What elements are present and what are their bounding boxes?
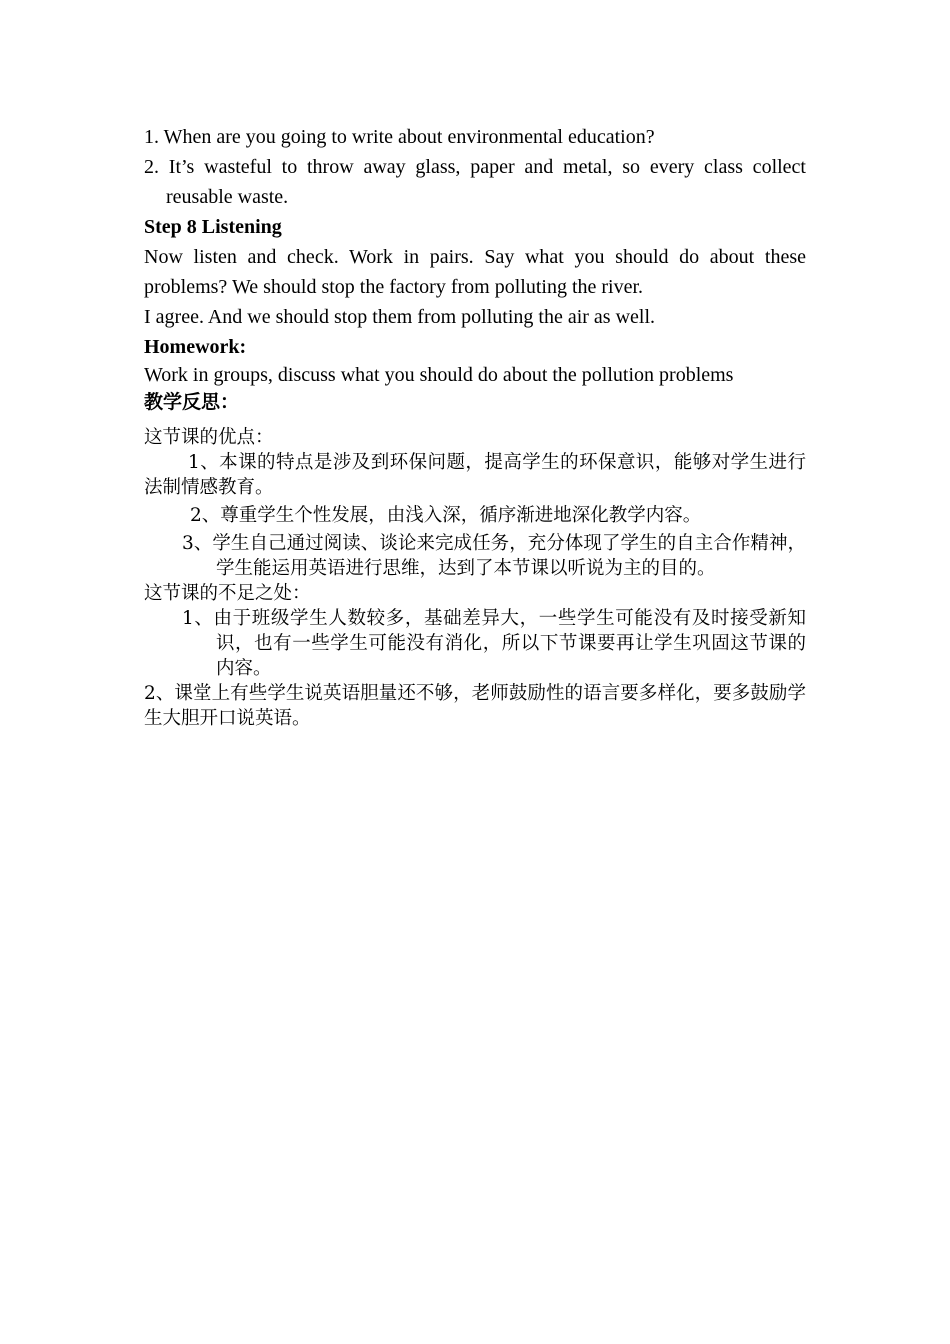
weakness-label: 这节课的不足之处：	[144, 583, 311, 604]
homework-heading: Homework:	[144, 336, 247, 358]
reflection-heading: 教学反思：	[144, 391, 240, 413]
step8-paragraph-2: I agree. And we should stop them from polluting the air as well.	[144, 306, 656, 328]
homework-text: Work in groups, discuss what you should do about the pollution problems	[144, 364, 734, 386]
question-2: 2. It’s wasteful to throw away glass, paper and metal, so every class collect reusable waste.	[144, 156, 806, 208]
strength-item-3: 3、学生自己通过阅读、谈论来完成任务，充分体现了学生的自主合作精神，学生能运用英语进行思维，达到了本节课以听说为主的目的。	[182, 533, 806, 579]
strength-item-2: 2、尊重学生个性发展，由浅入深，循序渐进地深化教学内容。	[190, 505, 702, 526]
question-1: 1. When are you going to write about environmental education?	[144, 126, 655, 148]
document-body	[144, 122, 806, 731]
strengths-label: 这节课的优点：	[144, 427, 274, 448]
step8-paragraph-1: Now listen and check. Work in pairs. Say what you should do about these problems? We should stop the factory from polluting the river.	[144, 246, 806, 298]
weakness-item-1: 1、由于班级学生人数较多，基础差异大，一些学生可能没有及时接受新知识，也有一些学生可能没有消化，所以下节课要再让学生巩固这节课的内容。	[182, 608, 806, 679]
weakness-item-2: 2、课堂上有些学生说英语胆量还不够，老师鼓励性的语言要多样化，要多鼓励学生大胆开口说英语。	[144, 683, 806, 729]
strength-item-1: 1、本课的特点是涉及到环保问题，提高学生的环保意识，能够对学生进行法制情感教育。	[144, 452, 806, 498]
step8-heading: Step 8 Listening	[144, 216, 282, 238]
